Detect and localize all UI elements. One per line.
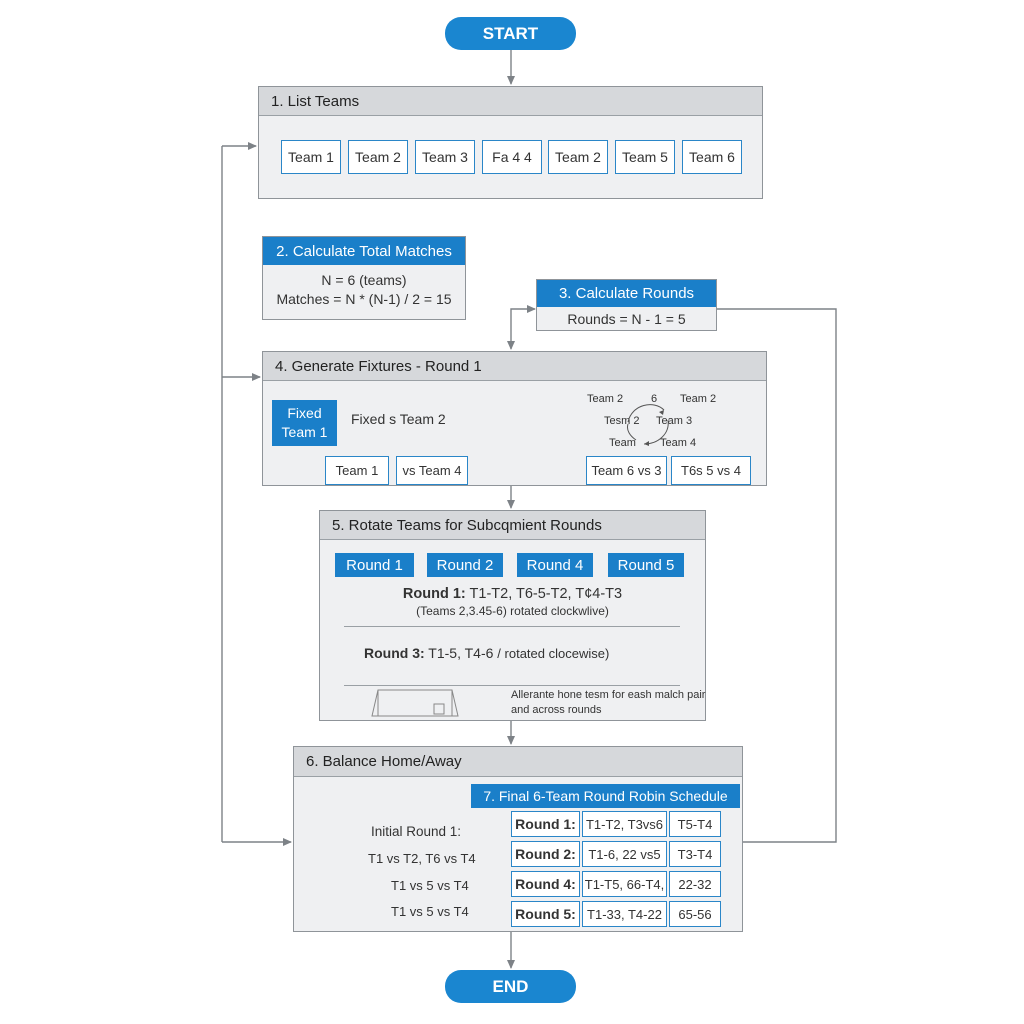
schedule-match-cell: T3-T4: [669, 841, 721, 867]
rotation-label: Tesm 2: [604, 415, 640, 427]
rotation-label: Team 2: [680, 393, 717, 405]
round1-note: (Teams 2,3.45-6) rotated clockwlive): [416, 604, 609, 618]
step3-formula: Rounds = N - 1 = 5: [567, 311, 686, 327]
step3-title: 3. Calculate Rounds: [537, 280, 716, 307]
schedule-round-cell: Round 2:: [511, 841, 580, 867]
step6-panel: [293, 746, 743, 932]
schedule-round-cell: Round 4:: [511, 871, 580, 897]
team-box: Team 1: [281, 140, 341, 174]
schedule-match-cell: T1-6, 22 vs5: [582, 841, 667, 867]
schedule-match-cell: 22-32: [669, 871, 721, 897]
step6-title: 6. Balance Home/Away: [294, 747, 742, 777]
round3-label: Round 3:: [364, 645, 425, 661]
rotation-label: Team 4: [660, 437, 697, 449]
step1-title: 1. List Teams: [259, 87, 762, 116]
schedule-match-cell: T1-T2, T3vs6: [582, 811, 667, 837]
round-tab-5[interactable]: Round 5: [608, 553, 684, 577]
arrow-into-step3: [511, 309, 535, 331]
rotation-label: Team 3: [656, 415, 693, 427]
initial-round-label: Initial Round 1:: [371, 824, 462, 839]
step4-panel: [262, 351, 767, 486]
round1-summary: [320, 586, 705, 602]
footer-note-line2: and across rounds: [511, 704, 602, 716]
initial-line: T1 vs 5 vs T4: [391, 878, 469, 893]
step4-title: 4. Generate Fixtures - Round 1: [263, 352, 766, 381]
start-terminal: START: [445, 17, 576, 50]
team-box: Fa 4 4: [482, 140, 542, 174]
step2-line1: N = 6 (teams): [321, 272, 407, 288]
schedule-match-cell: 65-56: [669, 901, 721, 927]
team-box: Team 2: [348, 140, 408, 174]
match-box: Team 1: [325, 456, 389, 485]
round1-text: T1-T2, T6-5-T2, T¢4-T3: [465, 586, 623, 602]
goal-illustration-icon: [370, 686, 460, 718]
team-box: Team 6: [682, 140, 742, 174]
schedule-match-cell: T5-T4: [669, 811, 721, 837]
round-tab-2[interactable]: Round 2: [427, 553, 503, 577]
schedule-round-cell: Round 1:: [511, 811, 580, 837]
rotation-label: 6: [651, 393, 658, 405]
round3-summary: [364, 645, 609, 661]
round-tab-1[interactable]: Round 1: [335, 553, 414, 577]
rotation-label: Team: [609, 437, 636, 449]
initial-line: T1 vs 5 vs T4: [391, 904, 469, 919]
team-box: Team 2: [548, 140, 608, 174]
team-box: Team 5: [615, 140, 675, 174]
match-box: Team 6 vs 3: [586, 456, 667, 485]
initial-line: T1 vs T2, T6 vs T4: [368, 851, 476, 866]
step2-line2: Matches = N * (N-1) / 2 = 15: [276, 291, 452, 307]
schedule-match-cell: T1-T5, 66-T4,: [582, 871, 667, 897]
match-box: vs Team 4: [396, 456, 468, 485]
step5-panel: [319, 510, 706, 721]
footer-note-line1: Allerante hone tesm for eash malch pair: [511, 689, 706, 701]
rotation-cycle-icon: [608, 392, 688, 448]
round3-note: / rotated clocewise): [497, 646, 610, 661]
step3-panel: [536, 279, 717, 331]
fixed-team-text: Fixed s Team 2: [351, 411, 446, 427]
step7-title: 7. Final 6-Team Round Robin Schedule: [471, 784, 740, 808]
match-box: T6s 5 vs 4: [671, 456, 751, 485]
schedule-match-cell: T1-33, T4-22: [582, 901, 667, 927]
schedule-round-cell: Round 5:: [511, 901, 580, 927]
step2-panel: [262, 236, 466, 320]
team-box: Team 3: [415, 140, 475, 174]
step1-panel: [258, 86, 763, 199]
round1-label: Round 1:: [402, 586, 466, 602]
rotation-label: Team 2: [587, 393, 624, 405]
divider: [344, 626, 680, 627]
round-tab-4[interactable]: Round 4: [517, 553, 593, 577]
fixed-team-badge: Fixed Team 1: [272, 400, 337, 446]
step5-title: 5. Rotate Teams for Subcqmient Rounds: [320, 511, 705, 540]
step2-title: 2. Calculate Total Matches: [263, 237, 465, 265]
end-terminal: END: [445, 970, 576, 1003]
round3-text: T1-5, T4-6: [424, 645, 494, 661]
